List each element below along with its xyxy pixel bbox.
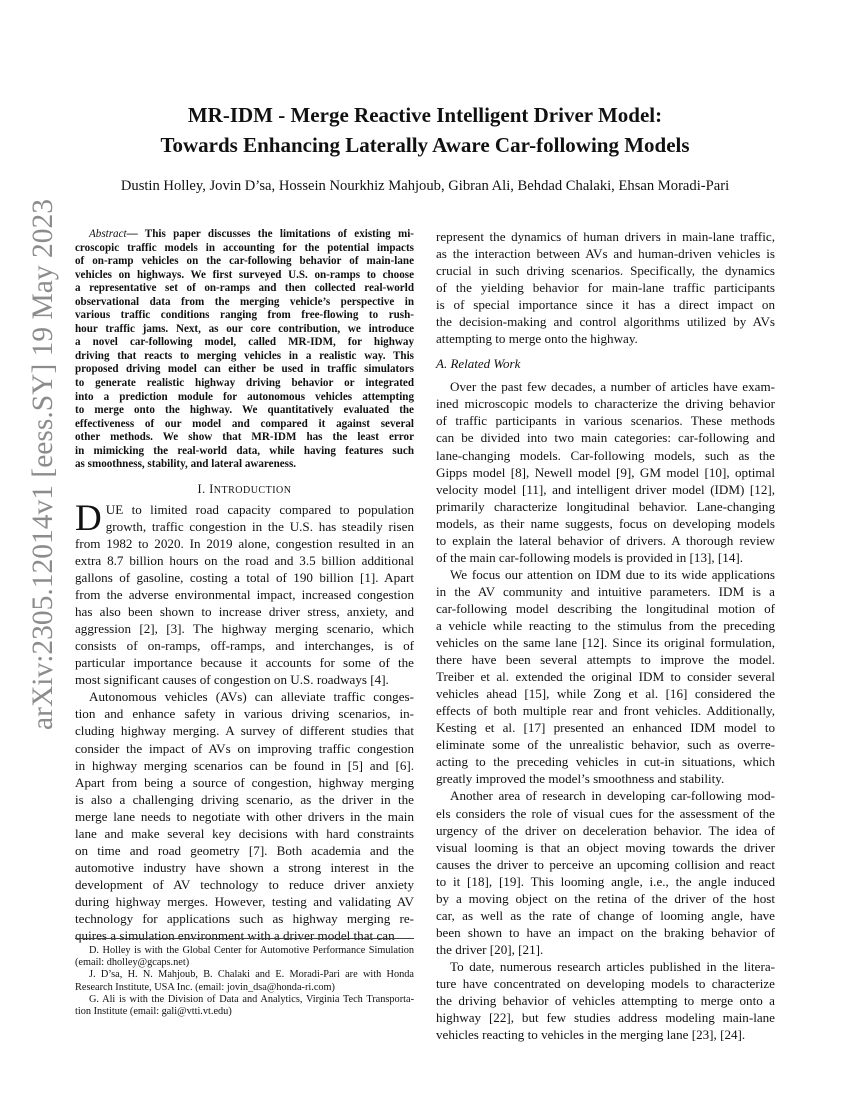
intro-line: from the adverse environmental impact, increased congestion [75,587,414,603]
rw-p3-lines [436,787,775,957]
section-heading-rest: NTRODUCTION [213,484,292,496]
body-line: car-following model describing the longitudinal motion of [436,600,775,616]
section-heading-cap: I [209,481,214,496]
body-line: crucial in such driving scenarios. Specifically, the dynamics [436,263,775,279]
intro-p1-lines [75,497,414,689]
body-line: there have been several attempts to improve the model. [436,652,775,668]
body-line: We focus our attention on IDM due to its wide applications [450,566,775,582]
body-line: eliminate some of the unrealistic behavior, such as overre- [436,737,775,753]
intro-line: has also been shown to increase driver stress, anxiety, and [75,604,414,620]
abstract-line-text: — This paper discusses the limitations of existing mi- [126,228,414,240]
body-line: a vehicle while reacting to the stimulus from the preceding [436,617,775,633]
body-line: the decision-making and control algorithms utilized by AVs [436,314,775,330]
body-line: Treiber et al. extended the original IDM to consider several [436,669,775,685]
footnote-line: G. Ali is with the Division of Data and Analytics, Virginia Tech Transporta- [89,993,414,1005]
intro-paragraph-1 [75,497,414,689]
intro-line: UE to limited road capacity compared to population [105,501,414,517]
intro-line: technology for applications such as highway merging re- [75,910,414,926]
body-line: Gipps model [8], Newell model [9], GM model [10], optimal [436,464,775,480]
body-line: the driver [20], [21]. [436,941,544,957]
intro-line: merge lane needs to negotiate with other drivers in the main [75,808,414,824]
abstract [75,228,414,472]
body-line: urgency of the driver on deceleration behavior. The idea of [436,822,775,838]
abstract-line: driving that reacts to merging vehicles in a realistic way. This [75,349,414,362]
paper-title [75,100,775,160]
body-line: represent the dynamics of human drivers in main-lane traffic, [436,229,775,244]
body-line: Over the past few decades, a number of articles have exam- [450,379,775,395]
author-list: Dustin Holley, Jovin D’sa, Hossein Nourkhiz Mahjoub, Gibran Ali, Behdad Chalaki, Ehsan Moradi-Pari [120,178,730,194]
section-heading-introduction [75,481,414,499]
intro-line: aggression [2], [3]. The highway merging scenario, which [75,621,414,637]
abstract-line: proposed driving model can either be used in traffic simulators [75,363,414,376]
intro-line: on time and road geometry [7]. Both academia and the [75,842,414,858]
abstract-line: to merge onto the highway. We quantitatively evaluated the [75,404,414,417]
section-numeral: I. [197,481,206,496]
abstract-line: of on-ramp vehicles on the car-following behavior of main-lane [75,255,414,268]
intro-line: growth, traffic congestion in the U.S. has steadily risen [105,518,414,534]
arxiv-stamp [18,198,68,730]
intro-continuation [436,228,775,347]
body-line: in the AV community and intuitive parameters. IDM is a [436,583,775,599]
related-work-paragraph-2 [436,566,775,788]
intro-line: lane and make several key decisions with hard constraints [75,825,414,841]
intro-line: automotive industry have shown a strong interest in the [75,859,414,875]
abstract-line: to generate realistic highway driving behavior or integrated [75,377,414,390]
continuation-lines [436,228,775,347]
intro-line: tion and enhance safety in various driving scenarios, in- [75,706,414,722]
body-line: ined microscopic models to characterize the driving behavior [436,396,775,412]
right-column [436,228,775,1043]
body-line: of traffic participants in various scenarios. These methods [436,413,775,429]
body-line: as the interaction between AVs and human-driven vehicles is [436,246,775,262]
abstract-line: a representative set of on-ramps and then collected real-world [75,282,414,295]
body-line: to it [18], [19]. This looming angle, i.e., the angle induced [436,873,775,889]
related-work-paragraph-3 [436,787,775,957]
intro-line: most significant causes of congestion on U.S. roadways [4]. [75,672,389,688]
footnote-line: Research Institute, USA Inc. (email: jovin_dsa@honda-ri.com) [75,981,335,993]
footnote-line: D. Holley is with the Global Center for Automotive Performance Simulation [89,945,414,956]
intro-line: particular importance because it accounts for some of the [75,655,414,671]
abstract-label: Abstract [89,228,127,240]
intro-line: gallons of gasoline, costing a total of 190 billion [1]. Apart [75,570,414,586]
body-line: acting to the preceding vehicles in cut-in situations, which [436,754,775,770]
body-line: by a moving object on the retina of the driver of the host [436,890,775,906]
intro-line: Autonomous vehicles (AVs) can alleviate traffic conges- [89,689,414,705]
body-line: causes the driver to perceive an upcoming collision and react [436,856,775,872]
body-line: vehicles reacting to vehicles in the merging lane [23], [24]. [436,1027,746,1043]
abstract-line: a novel car-following model, called MR-IDM, for highway [75,336,414,349]
body-line: primarily characterize longitudinal behavior. Lane-changing [436,498,775,514]
body-line: to explain the lateral behavior of drivers. A thorough review [436,532,775,548]
rw-p1-lines [436,378,775,566]
rw-p2-lines [436,566,775,788]
abstract-line: as smoothness, stability, and lateral awareness. [75,458,297,471]
title-line: MR-IDM - Merge Reactive Intelligent Driver Model: [187,103,663,127]
body-line: Another area of research in developing car-following mod- [450,788,775,804]
footnote-line: tion Institute (email: gali@vtti.vt.edu) [75,1006,232,1018]
intro-paragraph-2 [75,688,414,944]
intro-line: is also a challenging driving scenario, as the driver in the [75,791,414,807]
intro-p2-lines [75,688,414,944]
abstract-line: observational data from the merging vehicle’s perspective in [75,295,414,308]
footnotes [75,938,414,1018]
body-line: effects of both multiple rear and front vehicles. Additionally, [436,703,775,719]
body-line: ture have concentrated on developing models to characterize [436,975,775,991]
drop-cap: D [75,497,102,539]
footnote-line: (email: dholley@gcaps.net) [75,957,190,969]
intro-line: during highway merges. However, testing and validating AV [75,893,414,909]
intro-line: consider the impact of AVs on improving traffic congestion [75,740,414,756]
title-line: Towards Enhancing Laterally Aware Car-following Models [160,133,690,157]
body-line: highway [22], but few studies address modeling main-lane [436,1010,775,1026]
intro-line: development of AV technology to reduce driver anxiety [75,876,414,892]
body-line: been shown to have an impact on the braking behavior of [436,924,775,940]
body-line: of the main car-following models is provided in [13], [14]. [436,549,744,565]
arxiv-stamp-text: arXiv:2305.12014v1 [eess.SY] 19 May 2023 [26,198,59,730]
body-line: is of special importance since it has a direct impact on [436,297,775,313]
body-line: visual looming is that an object moving towards the driver [436,839,775,855]
body-line: vehicles on the same lane [12]. Since its original formulation, [436,635,775,651]
abstract-line: effectiveness of our model and compared it against several [75,417,414,430]
related-work-paragraph-4 [436,958,775,1043]
intro-line: in highway merging scenarios can be found in [5] and [6]. [75,757,414,773]
abstract-line: other methods. We show that MR-IDM has the least error [75,431,414,444]
body-line: els considers the role of visual cues for the assessment of the [436,805,775,821]
body-line: models, as their name suggests, focus on developing models [436,515,775,531]
footnote-line: J. D’sa, H. N. Mahjoub, B. Chalaki and E. Moradi-Pari are with Honda [89,969,414,981]
rw-p4-lines [436,958,775,1043]
abstract-line: into a prediction module for autonomous vehicles attempting [75,390,414,403]
intro-line: consists of on-ramps, off-ramps, and interchanges, is of [75,638,414,654]
abstract-line: hour traffic jams. Next, as our core contribution, we introduce [75,322,414,335]
abstract-line: croscopic traffic models in accounting for the potential impacts [75,241,414,254]
abstract-line [75,228,414,242]
body-line: can be divided into two main categories: car-following and [436,430,775,446]
body-line: greatly improved the model’s smoothness and stability. [436,771,725,787]
body-line: vehicles ahead [15], while Zong et al. [16] considered the [436,686,775,702]
body-line: car, as well as the rate of change of looming angle, have [436,907,775,923]
intro-line: from 1982 to 2020. In 2019 alone, congestion resulted in an [75,535,414,551]
intro-line: Apart from being a source of congestion, highway merging [75,774,414,790]
intro-line: extra 8.7 billion hours on the road and 3.5 billion additional [75,552,414,568]
body-line: attempting to merge onto the highway. [436,331,638,347]
abstract-line: in mimicking the real-world data, while having features such [75,444,414,457]
intro-line: cluding highway merging. A survey of different studies that [75,723,414,739]
abstract-line: various traffic conditions ranging from free-flowing to rush- [75,309,414,322]
left-column [75,228,414,944]
subsection-heading-related-work: A. Related Work [436,356,521,372]
body-line: lane-changing models. Car-following models, such as the [436,447,775,463]
related-work-paragraph-1 [436,378,775,566]
abstract-body [75,242,414,472]
body-line: To date, numerous research articles published in the litera- [450,958,775,974]
body-line: the driving behavior of vehicles attempting to merge onto a [436,993,775,1009]
abstract-line: vehicles on highways. We first surveyed U.S. on-ramps to choose [75,268,414,281]
body-line: velocity model [11], and intelligent driver model (IDM) [12], [436,481,775,497]
intro-line: quires a simulation environment with a driver model that can [75,928,395,944]
footnote-list [75,945,414,1018]
body-line: of the yielding behavior for main-lane traffic participants [436,280,775,296]
body-line: Kesting et al. [17] presented an enhanced IDM model to [436,720,775,736]
